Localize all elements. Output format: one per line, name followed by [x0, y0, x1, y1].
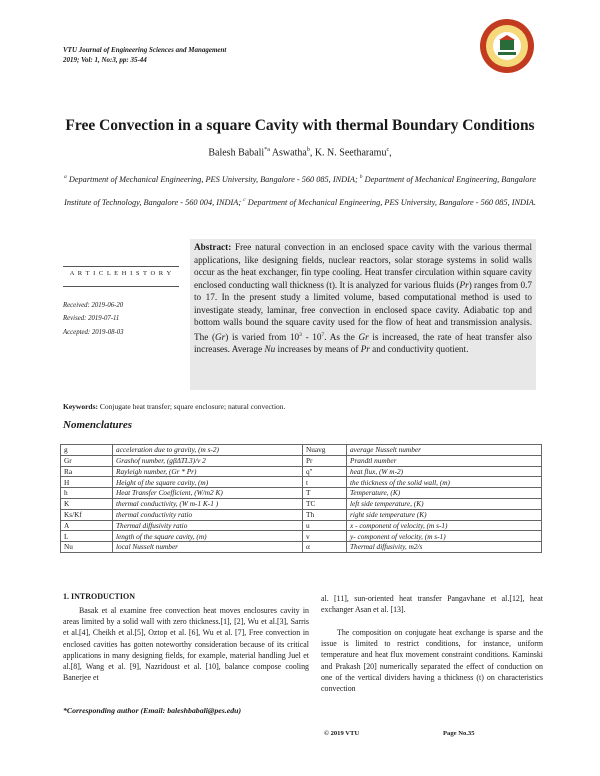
nomenclature-description: Height of the square cavity, (m)	[113, 477, 303, 488]
nomenclature-description: Rayleigh number, (Gr * Pr)	[113, 466, 303, 477]
nomenclature-description: y- component of velocity, (m s-1)	[347, 531, 542, 542]
nomenclature-symbol: Th	[303, 509, 347, 520]
nomenclature-row	[61, 445, 542, 456]
nomenclature-symbol: g	[61, 445, 113, 456]
author-3: K. N. Seetharamu	[314, 147, 387, 159]
nomenclature-symbol: Ra	[61, 466, 113, 477]
authors-line: Balesh Babali$^{*a}$ Aswatha$^b$, K. N. Seetharamu$^c$,	[208, 147, 392, 159]
nomenclature-description: Thermal diffusivity ratio	[113, 520, 303, 531]
nomenclature-row	[61, 542, 542, 553]
revised-date: Revised: 2019-07-11	[63, 315, 120, 322]
keywords: Keywords: Conjugate heat transfer; square enclosure; natural convection.	[63, 402, 286, 411]
abstract: Abstract: Free natural convection in an enclosed space cavity with the various thermal applications, like designing fields, nuclear reactors, solar storage systems in solid walls occur as the heat exchanger, fin type cooling. Heat transfer circulation within square cavity enclosed conducting wall thickness (t). It is analyzed for various fluids (Pr) ranges from 0.7 to 17. In the present study a limited volume, based computational method is used to investigate steady, laminar, free convection in enclosed space cavity. Adiabatic top and bottom walls bound the square cavity used for the flow of heat and transmission analysis. The (Gr) is varied from $10^3 - 10^7$. As the Gr is increased, the rate of heat transfer also increases. Average Nu increases by means of Pr and conductivity quotient.	[194, 242, 532, 355]
affiliation-c: Department of Mechanical Engineering, PES University, Bangalore - 560 085, INDIA.	[247, 197, 536, 207]
university-seal-logo	[478, 17, 536, 75]
nomenclature-row	[61, 488, 542, 499]
nomenclature-symbol: t	[303, 477, 347, 488]
divider	[63, 266, 179, 267]
nomenclature-description: acceleration due to gravity, (m s-2)	[113, 445, 303, 456]
nomenclature-symbol: TC	[303, 498, 347, 509]
divider	[63, 286, 179, 287]
author-2: Aswatha	[271, 147, 307, 159]
nomenclature-symbol: Pr	[303, 455, 347, 466]
nomenclature-description: thermal conductivity ratio	[113, 509, 303, 520]
nomenclature-description: Heat Transfer Coefficient, (W/m2 K)	[113, 488, 303, 499]
nomenclature-row	[61, 455, 542, 466]
nomenclature-symbol: A	[61, 520, 113, 531]
received-date: Received: 2019-06-20	[63, 302, 124, 309]
nomenclature-description: Temperature, (K)	[347, 488, 542, 499]
nomenclature-description: local Nusselt number	[113, 542, 303, 553]
nomenclature-row	[61, 466, 542, 477]
nomenclature-symbol: h	[61, 488, 113, 499]
nomenclature-description: length of the square cavity, (m)	[113, 531, 303, 542]
corresponding-author: *Corresponding author (Email: baleshbabali@pes.edu)	[63, 706, 242, 715]
footer-page-number: Page No.35	[443, 730, 475, 737]
nomenclature-symbol: Nu	[61, 542, 113, 553]
nomenclature-description: the thickness of the solid wall, (m)	[347, 477, 542, 488]
nomenclature-symbol: α	[303, 542, 347, 553]
nomenclature-description: Prandtl number	[347, 455, 542, 466]
journal-name: VTU Journal of Engineering Sciences and Management	[63, 46, 227, 54]
nomenclature-symbol: K	[61, 498, 113, 509]
nomenclature-row	[61, 477, 542, 488]
nomenclature-symbol: T	[303, 488, 347, 499]
nomenclature-symbol: H	[61, 477, 113, 488]
nomenclature-title: Nomenclatures	[63, 419, 133, 431]
nomenclature-description: Thermal diffusivity, m2/s	[347, 542, 542, 553]
nomenclature-description: Grashof number, (gβΔTL3)/ν 2	[113, 455, 303, 466]
footer-copyright: © 2019 VTU	[324, 730, 360, 737]
section-heading: 1. INTRODUCTION	[63, 592, 136, 601]
nomenclature-description: average Nusselt number	[347, 445, 542, 456]
body-text-column-1: Basak et al examine free convection heat moves enclosures cavity in areas limited by a solid wall with zero thickness.[1], [2], Wu et al.[3], Sarris et al.[4], Cheikh et al.[5], Oztop et al. [6], Wu et al. [7], Free convection in enclosed cavities has gotten noteworthy consideration because of its critical applications in many designing fields, for example, material handling Juel et al.[8], Wang et al. [9], Nazridoust et al. [10], balance compose cooling Banerjee et	[63, 606, 309, 683]
nomenclature-row	[61, 509, 542, 520]
nomenclature-description: right side temperature (K)	[347, 509, 542, 520]
nomenclature-symbol: v	[303, 531, 347, 542]
nomenclature-symbol: q''	[303, 466, 347, 477]
accepted-date: Accepted: 2019-08-03	[63, 329, 124, 336]
nomenclature-symbol: Gr	[61, 455, 113, 466]
journal-header	[63, 45, 226, 65]
nomenclature-table	[60, 444, 542, 553]
article-history-label: A R T I C L E H I S T O R Y	[69, 270, 173, 277]
nomenclature-description: heat flux, (W m-2)	[347, 466, 542, 477]
nomenclature-row	[61, 520, 542, 531]
nomenclature-symbol: u	[303, 520, 347, 531]
affiliations: $^a$ Department of Mechanical Engineering, PES University, Bangalore - 560 085, INDIA; $^b$ Department of Mechanical Engineering, Bangalore Institute of Technology, Bangalore - 560 004, INDIA; $^c$ Department of Mechanical Engineering, PES University, Bangalore - 560 085, INDIA.	[64, 174, 536, 207]
body-text-column-2-para: The composition on conjugate heat exchange is sparse and the issue is limited to restrict conditions, for instance, uniform temperature and heat flux movement constraint conditions. Kaminski and Prakash [20] numerically separated the effect of conduction on one of the vertical dividers having a thickness (t) on characteristics convection	[321, 628, 543, 694]
nomenclature-description: x - component of velocity, (m s-1)	[347, 520, 542, 531]
nomenclature-description: thermal conductivity, (W m-1 K-1 )	[113, 498, 303, 509]
nomenclature-symbol: L	[61, 531, 113, 542]
journal-issue: 2019; Vol: 1, No:3, pp: 35-44	[63, 56, 147, 64]
paper-title: Free Convection in a square Cavity with thermal Boundary Conditions	[65, 117, 535, 134]
nomenclature-symbol: Ks/Kf	[61, 509, 113, 520]
nomenclature-description: left side temperature, (K)	[347, 498, 542, 509]
affiliation-a: Department of Mechanical Engineering, PES University, Bangalore - 560 085, INDIA;	[68, 174, 358, 184]
nomenclature-row	[61, 498, 542, 509]
nomenclature-symbol: Nuavg	[303, 445, 347, 456]
nomenclature-row	[61, 531, 542, 542]
body-text-column-2: al. [11], sun-oriented heat transfer Pangavhane et al.[12], heat exchanger Asan et al. [13].	[321, 594, 543, 615]
affiliation-b: Department of Mechanical Engineering, Bangalore Institute of Technology, Bangalore - 560 004, INDIA;	[64, 174, 536, 207]
author-1: Balesh Babali	[208, 147, 265, 159]
